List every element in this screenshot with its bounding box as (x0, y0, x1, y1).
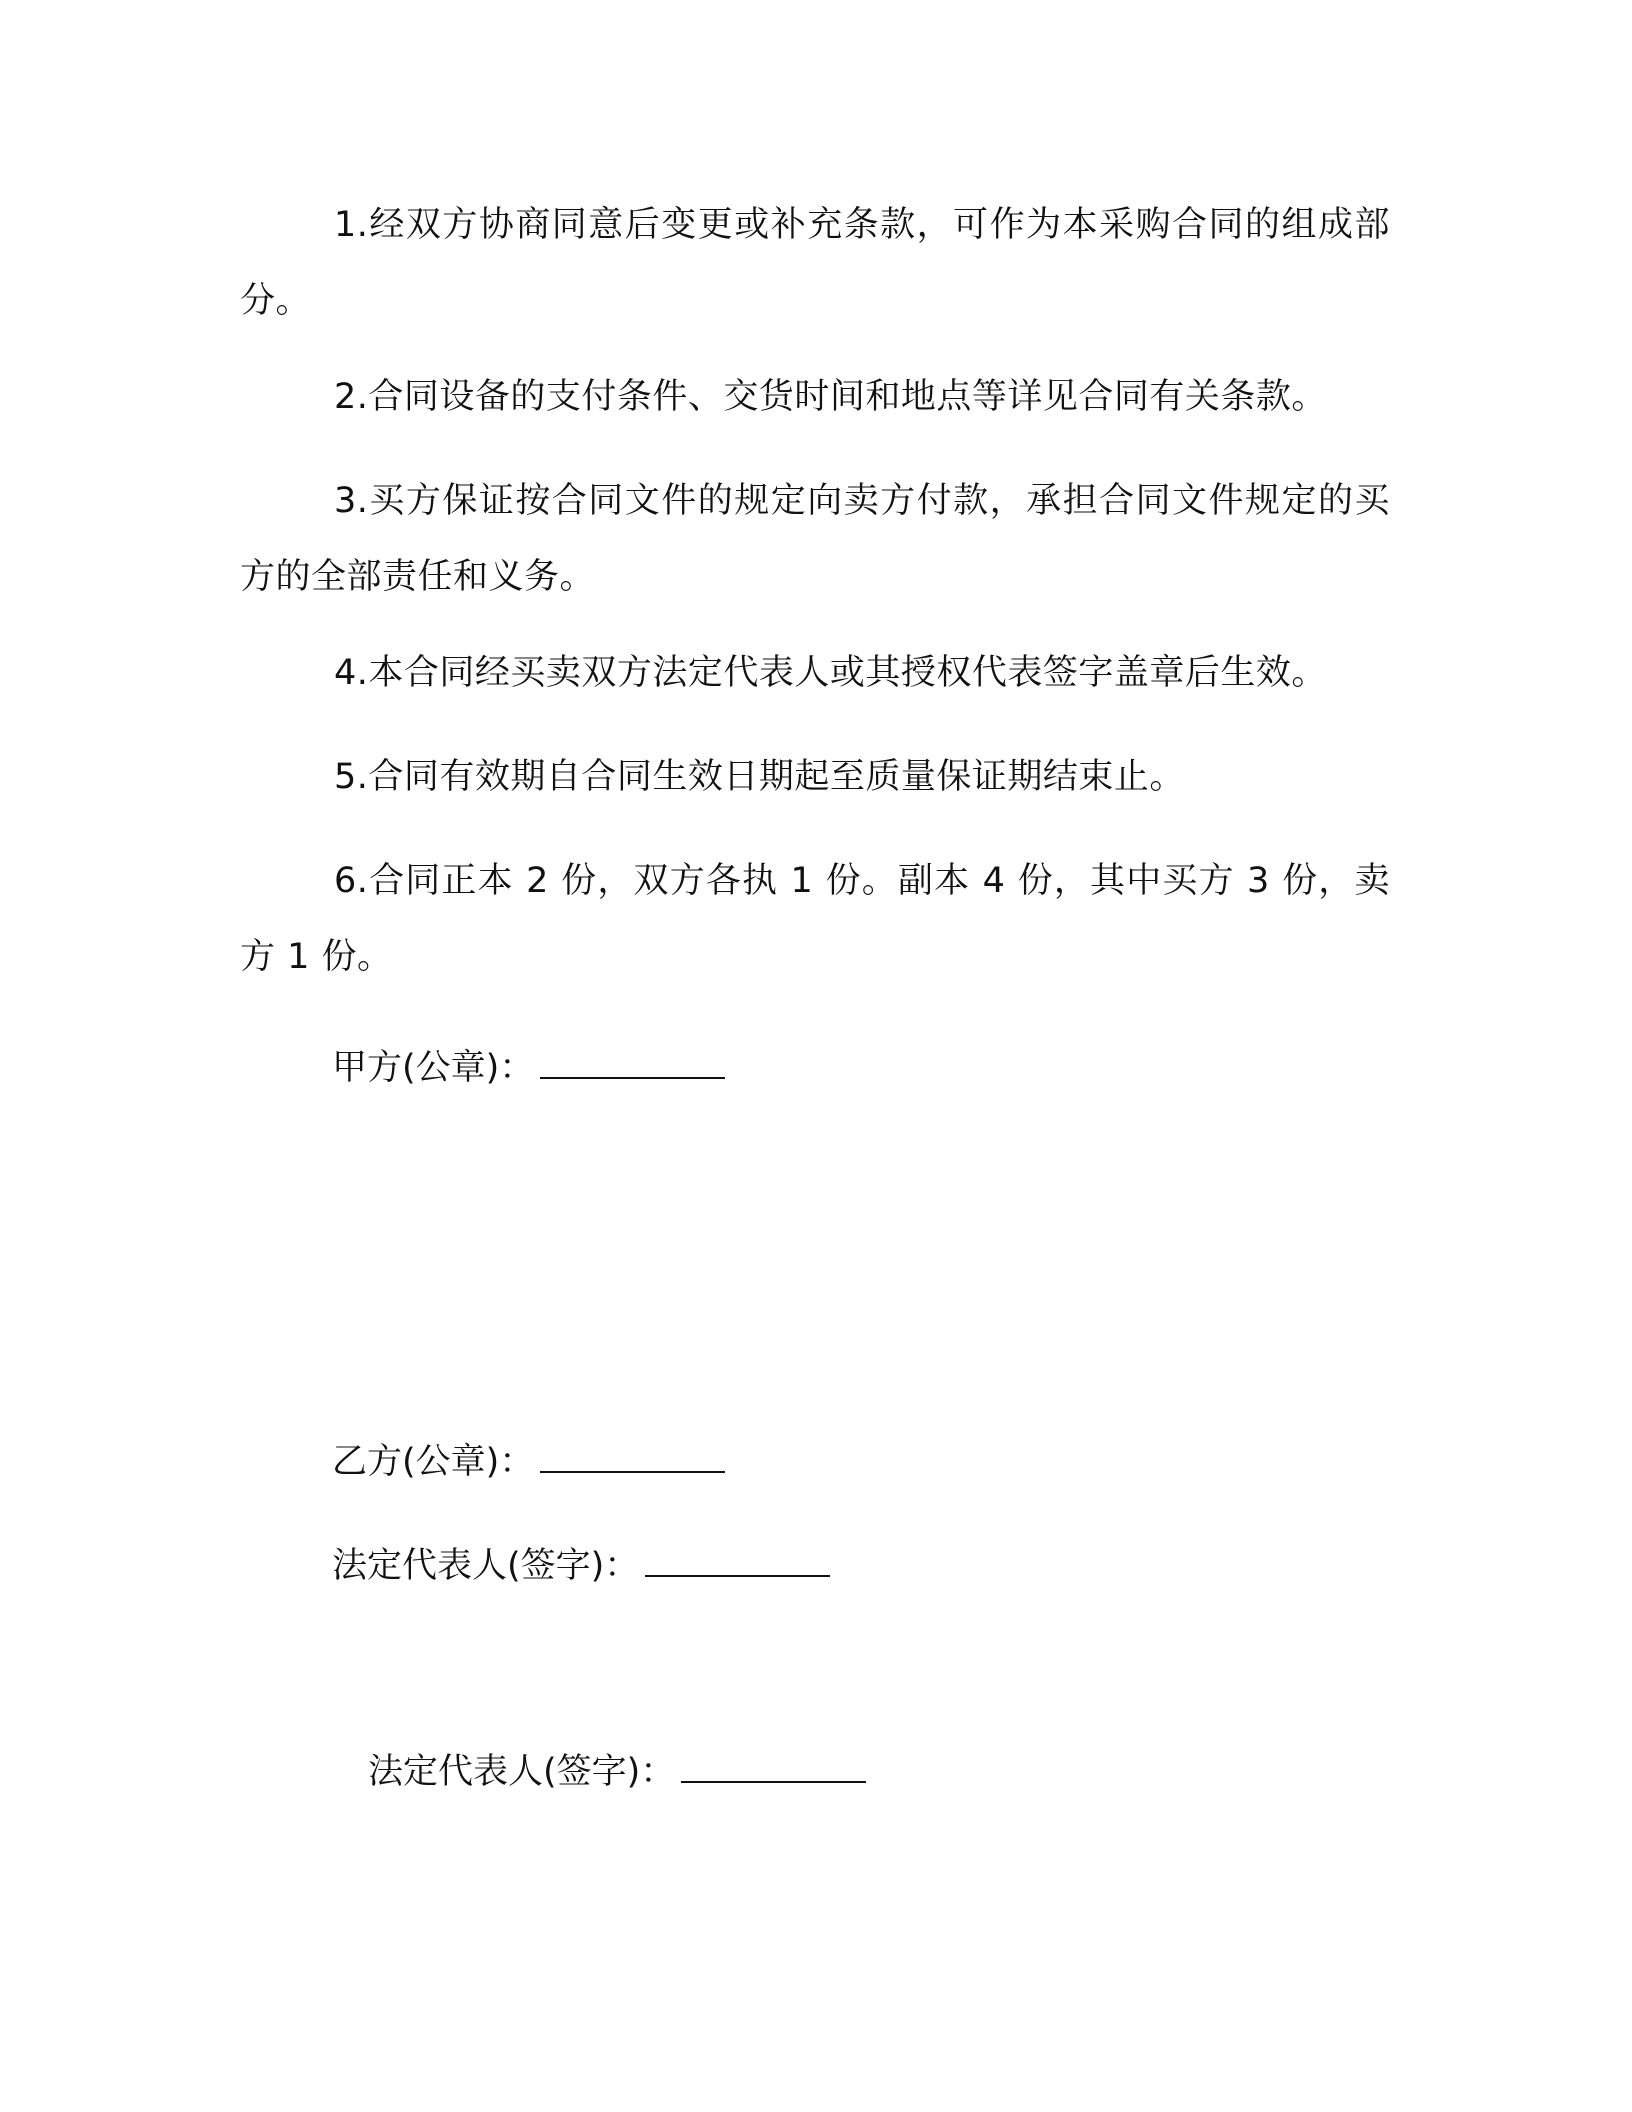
party-a-label: 甲方(公章)： (332, 1048, 535, 1088)
legal-rep-label-2: 法定代表人(签字)： (368, 1752, 676, 1792)
legal-rep-label-1: 法定代表人(签字)： (332, 1546, 640, 1586)
party-b-blank[interactable] (540, 1441, 725, 1473)
clause-6: 6.合同正本 2 份，双方各执 1 份。副本 4 份，其中买方 3 份，卖方 1 份。 (240, 861, 1390, 977)
party-b-label: 乙方(公章)： (332, 1442, 535, 1482)
legal-rep-blank-1[interactable] (645, 1545, 830, 1577)
clause-2: 2.合同设备的支付条件、交货时间和地点等详见合同有关条款。 (334, 377, 1327, 417)
party-a-signature-line (332, 1046, 725, 1090)
party-b-signature-line (332, 1440, 725, 1484)
clause-1: 1.经双方协商同意后变更或补充条款，可作为本采购合同的组成部分。 (240, 205, 1390, 321)
party-a-blank[interactable] (540, 1047, 725, 1079)
legal-rep-signature-line-2 (368, 1750, 866, 1794)
legal-rep-signature-line-1 (332, 1544, 830, 1588)
clause-3: 3.买方保证按合同文件的规定向卖方付款，承担合同文件规定的买方的全部责任和义务。 (240, 481, 1390, 597)
legal-rep-blank-2[interactable] (681, 1751, 866, 1783)
clause-4: 4.本合同经买卖双方法定代表人或其授权代表签字盖章后生效。 (334, 653, 1327, 693)
clause-5: 5.合同有效期自合同生效日期起至质量保证期结束止。 (334, 757, 1185, 797)
